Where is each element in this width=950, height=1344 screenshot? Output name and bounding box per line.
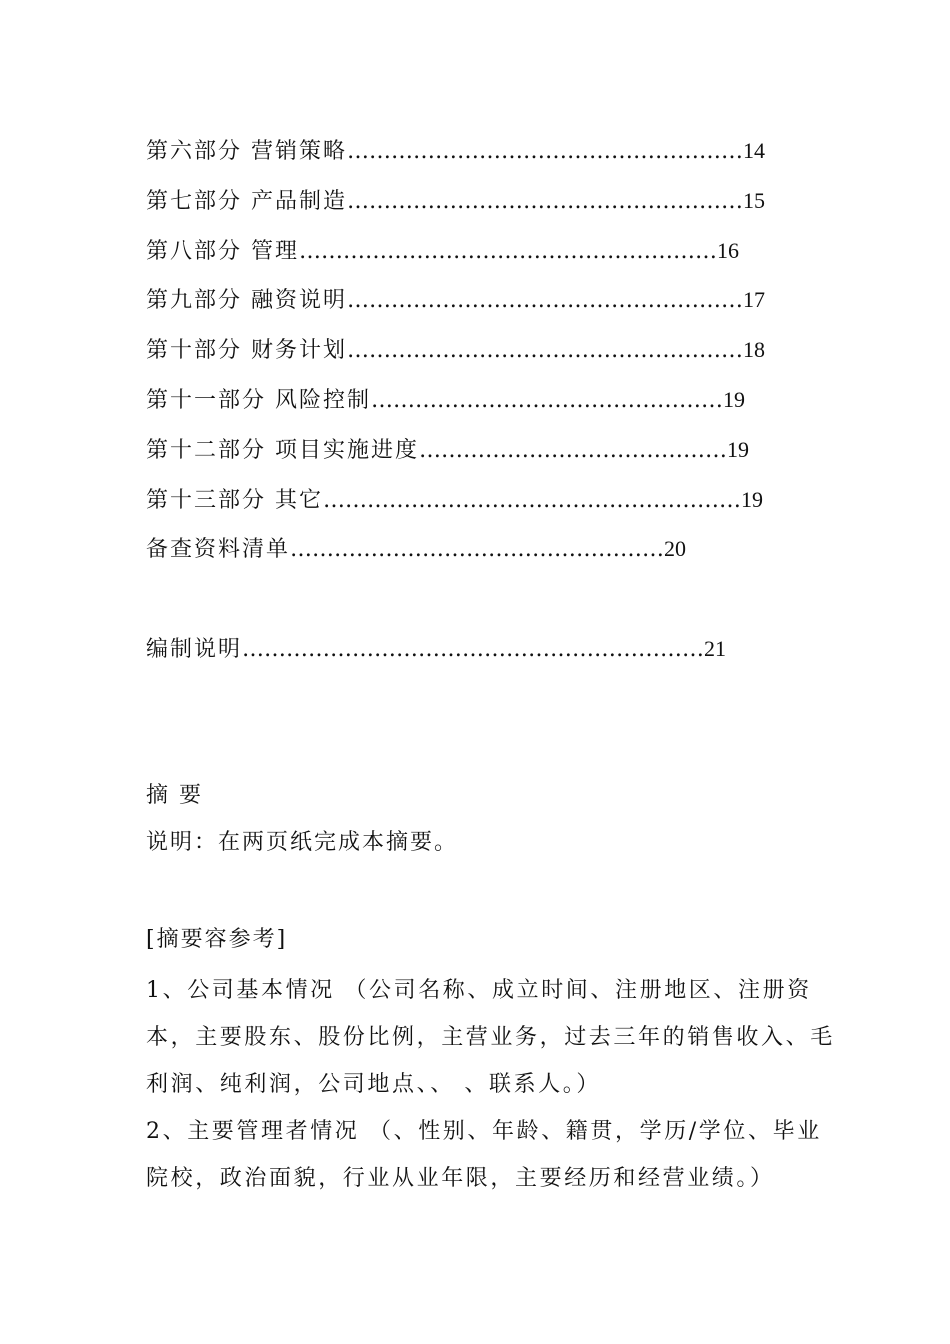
toc-entry[interactable] (146, 480, 846, 530)
toc-entry-leader: ……………………………………………… (347, 288, 743, 314)
toc-entry-page: 14 (743, 138, 765, 163)
toc-entry-leader: ………………………………………………… (323, 487, 741, 513)
toc-entry[interactable] (146, 231, 846, 281)
toc-entry-page: 20 (664, 536, 687, 562)
toc-entry-title: 第八部分 管理 (146, 238, 299, 264)
toc-entry[interactable] (146, 629, 846, 679)
table-of-contents (146, 131, 846, 679)
company-info-paragraph: 1、公司基本情况 （公司名称、成立时间、注册地区、注册资本，主要股东、股份比例，主营业务，过去三年的销售收入、毛利润、纯利润，公司地点、、 、联系人。） (146, 978, 835, 1097)
toc-entry-page: 19 (741, 486, 763, 512)
toc-entry-page: 17 (743, 287, 765, 313)
toc-entry-leader: …………………………………… (419, 437, 727, 463)
toc-entry-title: 第十三部分 其它 (146, 487, 323, 513)
toc-entry-leader: ……………………………………………… (347, 139, 743, 164)
abstract-section (146, 776, 836, 1202)
toc-entry-page: 19 (727, 436, 749, 462)
toc-entry-title: 编制说明 (146, 637, 243, 663)
toc-entry[interactable] (146, 280, 846, 330)
toc-entry-title: 第十一部分 风险控制 (146, 387, 371, 413)
toc-entry-leader: …………………………………………… (290, 537, 665, 563)
toc-entry-title: 第十二部分 项目实施进度 (146, 437, 419, 463)
toc-entry[interactable] (146, 330, 846, 380)
toc-entry-leader: ………………………………………… (371, 387, 723, 413)
toc-entry-page: 21 (704, 636, 727, 662)
toc-entry-page: 18 (743, 337, 765, 363)
toc-entry-title: 第十部分 财务计划 (146, 338, 347, 364)
toc-entry[interactable] (146, 380, 846, 430)
toc-entry-page: 19 (723, 386, 745, 412)
abstract-heading: 摘 要 (146, 783, 203, 808)
toc-entry-page: 16 (717, 237, 739, 263)
toc-entry-title: 第七部分 产品制造 (146, 188, 347, 214)
toc-entry[interactable] (146, 181, 846, 231)
toc-entry-title: 第九部分 融资说明 (146, 288, 347, 314)
toc-entry-leader: ……………………………………………… (347, 338, 743, 364)
toc-entry[interactable] (146, 131, 846, 181)
toc-entry-page: 15 (743, 187, 765, 213)
toc-entry-leader: ………………………………………………… (299, 238, 717, 264)
abstract-reference-title: [摘要容参考] (146, 927, 288, 952)
abstract-note: 说明：在两页纸完成本摘要。 (146, 830, 459, 855)
management-info-paragraph: 2、主要管理者情况 （、性别、年龄、籍贯，学历/学位、毕业院校，政治面貌，行业从业年限，主要经历和经营业绩。） (146, 1119, 822, 1191)
toc-entry-leader: ……………………………………………… (347, 188, 743, 214)
toc-entry[interactable] (146, 430, 846, 480)
toc-entry-title: 备查资料清单 (146, 537, 291, 563)
toc-entry-title: 第六部分 营销策略 (146, 139, 347, 164)
toc-entry-leader: ……………………………………………………… (242, 637, 705, 663)
toc-entry[interactable] (146, 529, 846, 579)
